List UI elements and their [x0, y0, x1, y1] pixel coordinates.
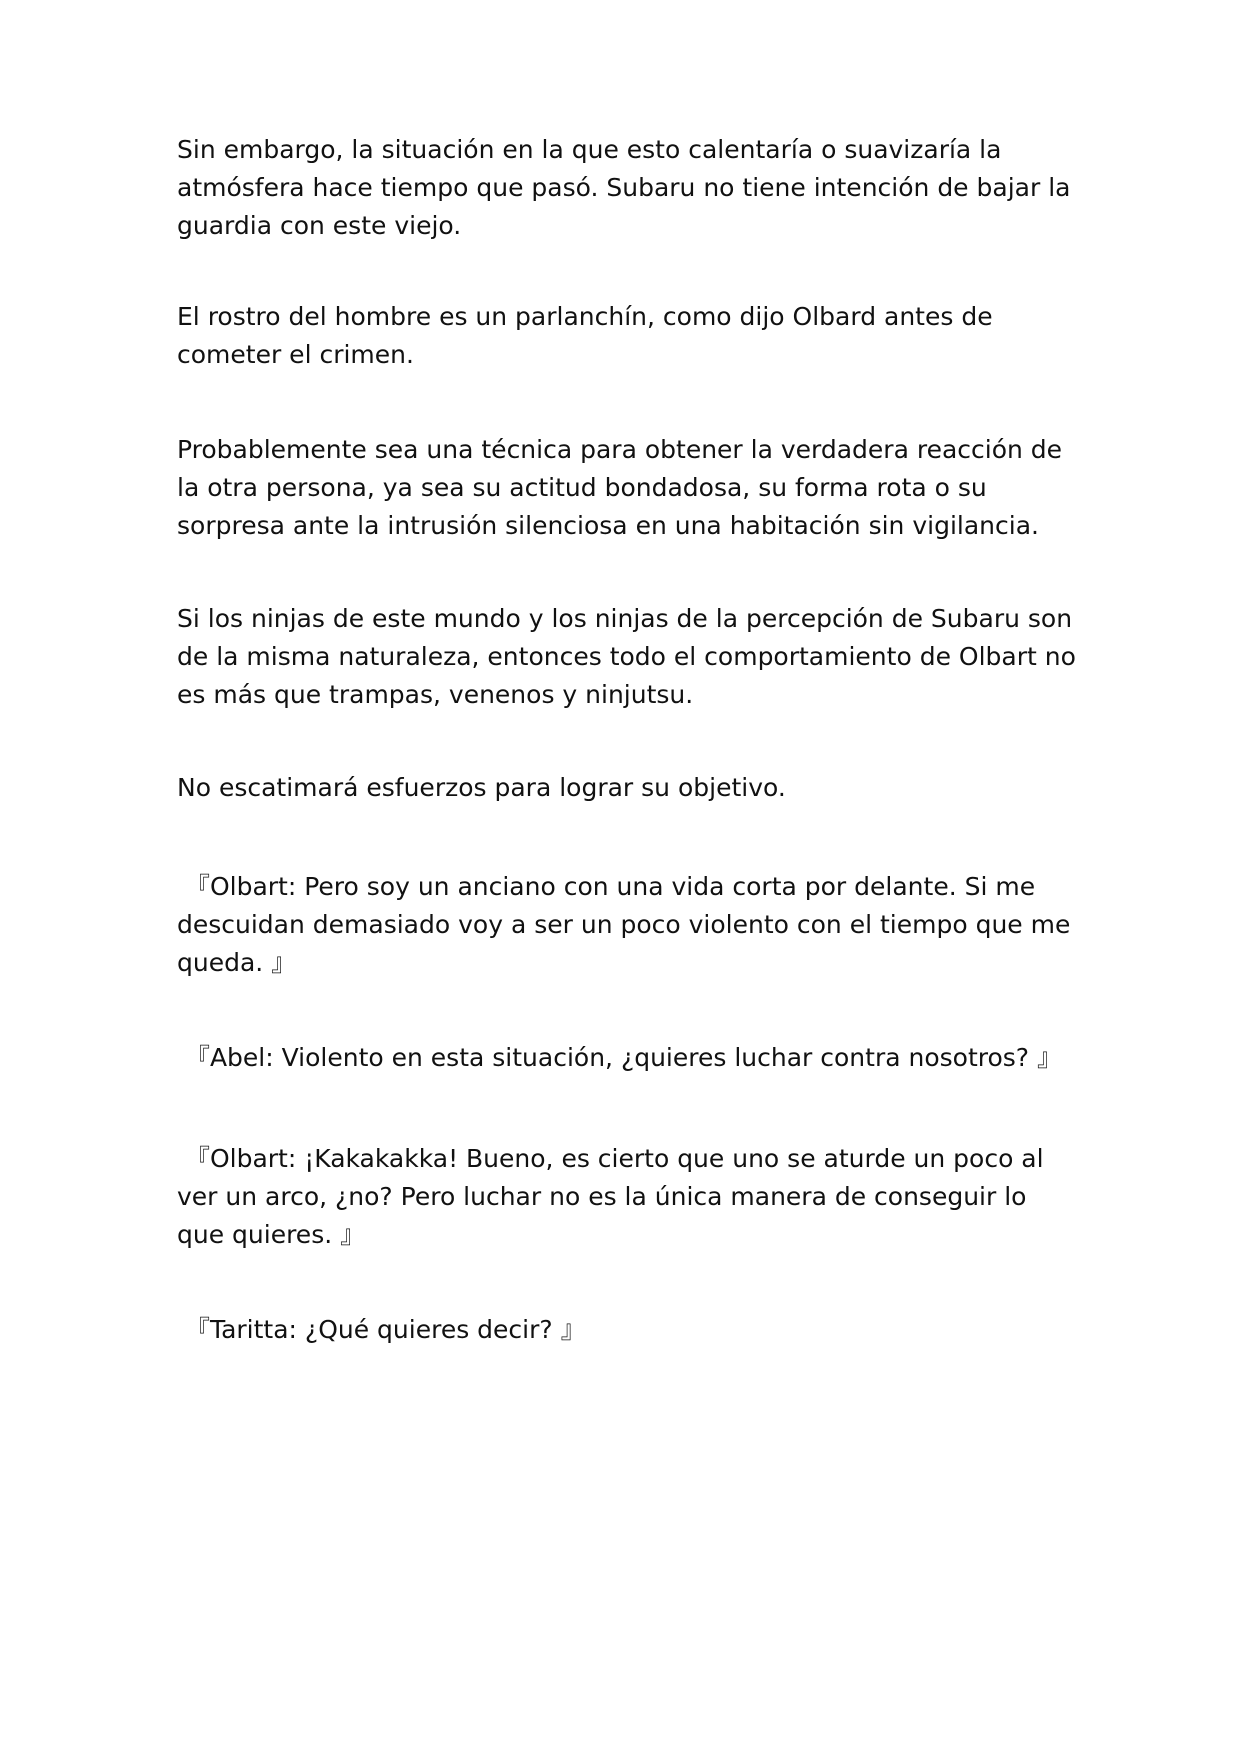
paragraph-face: El rostro del hombre es un parlanchín, como dijo Olbard antes de cometer el crimen.: [177, 302, 993, 369]
paragraph-effort: No escatimará esfuerzos para lograr su objetivo.: [177, 773, 786, 802]
dialogue-olbart-2: 『Olbart: ¡Kakakakka! Bueno, es cierto que uno se aturde un poco al ver un arco, ¿no? Pero luchar no es la única manera de conseguir lo que quieres. 』: [177, 1144, 1052, 1249]
dialogue-abel: 『Abel: Violento en esta situación, ¿quieres luchar contra nosotros? 』: [177, 1043, 1063, 1072]
paragraph-situation: Sin embargo, la situación en la que esto calentaría o suavizaría la atmósfera hace tiempo que pasó. Subaru no tiene intención de bajar la guardia con este viejo.: [177, 135, 1071, 240]
dialogue-olbart-1: 『Olbart: Pero soy un anciano con una vida corta por delante. Si me descuidan demasiado voy a ser un poco violento con el tiempo que me queda. 』: [177, 872, 1079, 977]
paragraph-technique: Probablemente sea una técnica para obtener la verdadera reacción de la otra persona, ya sea su actitud bondadosa, su forma rota o su sorpresa ante la intrusión silenciosa en una habitación sin vigilancia.: [177, 435, 1063, 540]
dialogue-taritta: 『Taritta: ¿Qué quieres decir? 』: [177, 1315, 586, 1344]
paragraph-ninjas: Si los ninjas de este mundo y los ninjas de la percepción de Subaru son de la misma naturaleza, entonces todo el comportamiento de Olbart no es más que trampas, venenos y ninjutsu.: [177, 604, 1076, 709]
